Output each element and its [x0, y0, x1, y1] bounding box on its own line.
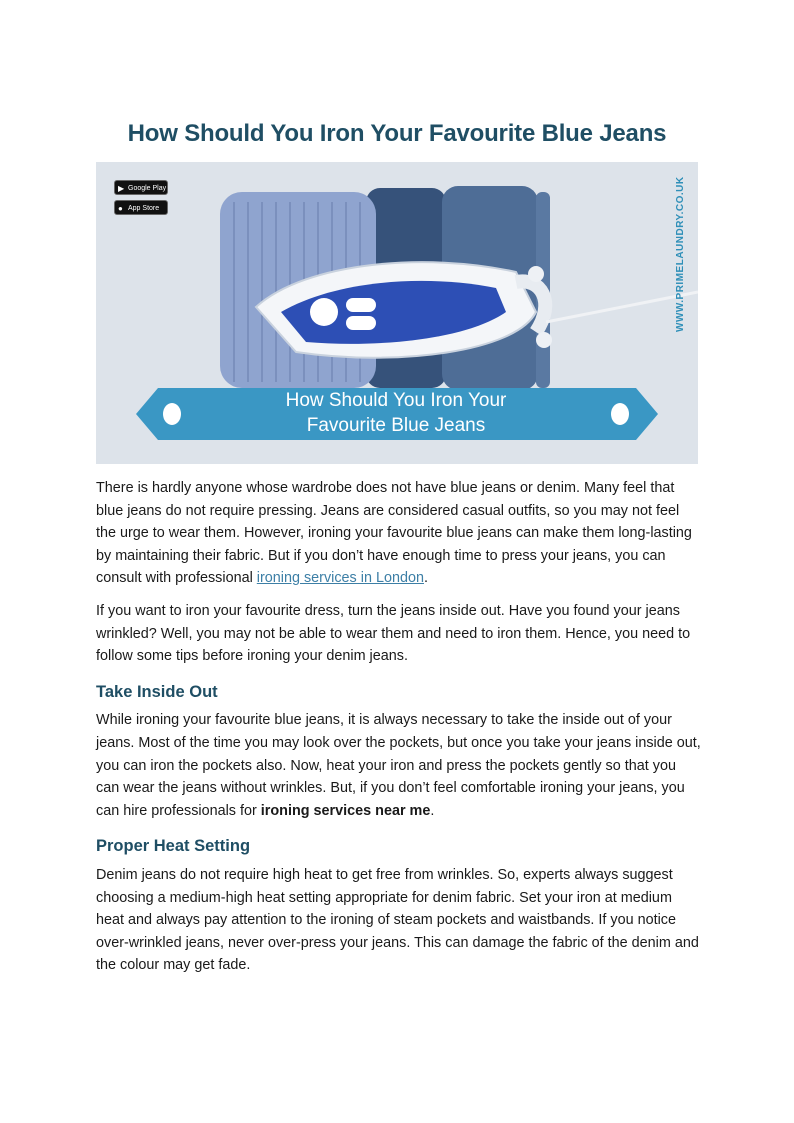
- play-store-icon: ▶: [118, 184, 125, 193]
- ironing-services-link[interactable]: ironing services in London: [256, 570, 424, 587]
- intro-paragraph: There is hardly anyone whose wardrobe does not have blue jeans or denim. Many feel that blue jeans do not require pressing. Jeans are considered casual outfits, so you may not feel the urge to wear them. However, ironing your favourite blue jeans can make them long-lasting by maintaining their fabric. But if you don’t have enough time to press your jeans, you can consult with professional ironing services in London.: [96, 480, 692, 587]
- apple-icon: ●: [118, 204, 123, 213]
- section-heading-take-inside-out: Take Inside Out: [96, 682, 218, 701]
- section-heading-proper-heat-setting: Proper Heat Setting: [96, 837, 251, 856]
- section-1-paragraph: While ironing your favourite blue jeans, it is always necessary to take the inside out of your jeans. Most of the time you may look over the pockets, but once you take your jeans inside out, you can iron the pockets also. Now, heat your iron and press the pockets gently so that you can wear the jeans without wrinkles. But, if you don’t feel comfortable ironing your jeans, you can hire professionals for ironing services near me.: [96, 712, 701, 819]
- website-watermark: WWW.PRIMELAUNDRY.CO.UK: [675, 176, 686, 332]
- hero-image: [96, 162, 698, 464]
- banner-text: How Should You Iron Your Favourite Blue Jeans: [285, 390, 507, 436]
- section-2-paragraph: Denim jeans do not require high heat to get free from wrinkles. So, experts always suggest choosing a medium-high heat setting appropriate for denim fabric. Set your iron at medium heat and always pay attention to the ironing of steam pockets and waistbands. If you notice over-wrinkled jeans, never over-press your jeans. This can damage the fabric of the denim and the colour may get fade.: [96, 866, 699, 974]
- iron-dial: [310, 298, 338, 326]
- page-title: How Should You Iron Your Favourite Blue Jeans: [127, 120, 667, 147]
- bold-phrase: ironing services near me: [260, 802, 431, 819]
- article-body: [96, 477, 702, 987]
- paragraph-2: If you want to iron your favourite dress, turn the jeans inside out. Have you found your jeans wrinkled? Well, you may not be able to wear them and need to iron them. Hence, you need to follow some tips before ironing your denim jeans.: [96, 602, 691, 665]
- app-store-badge[interactable]: ● App Store: [114, 200, 168, 215]
- google-play-badge[interactable]: ▶ Google Play: [114, 180, 168, 195]
